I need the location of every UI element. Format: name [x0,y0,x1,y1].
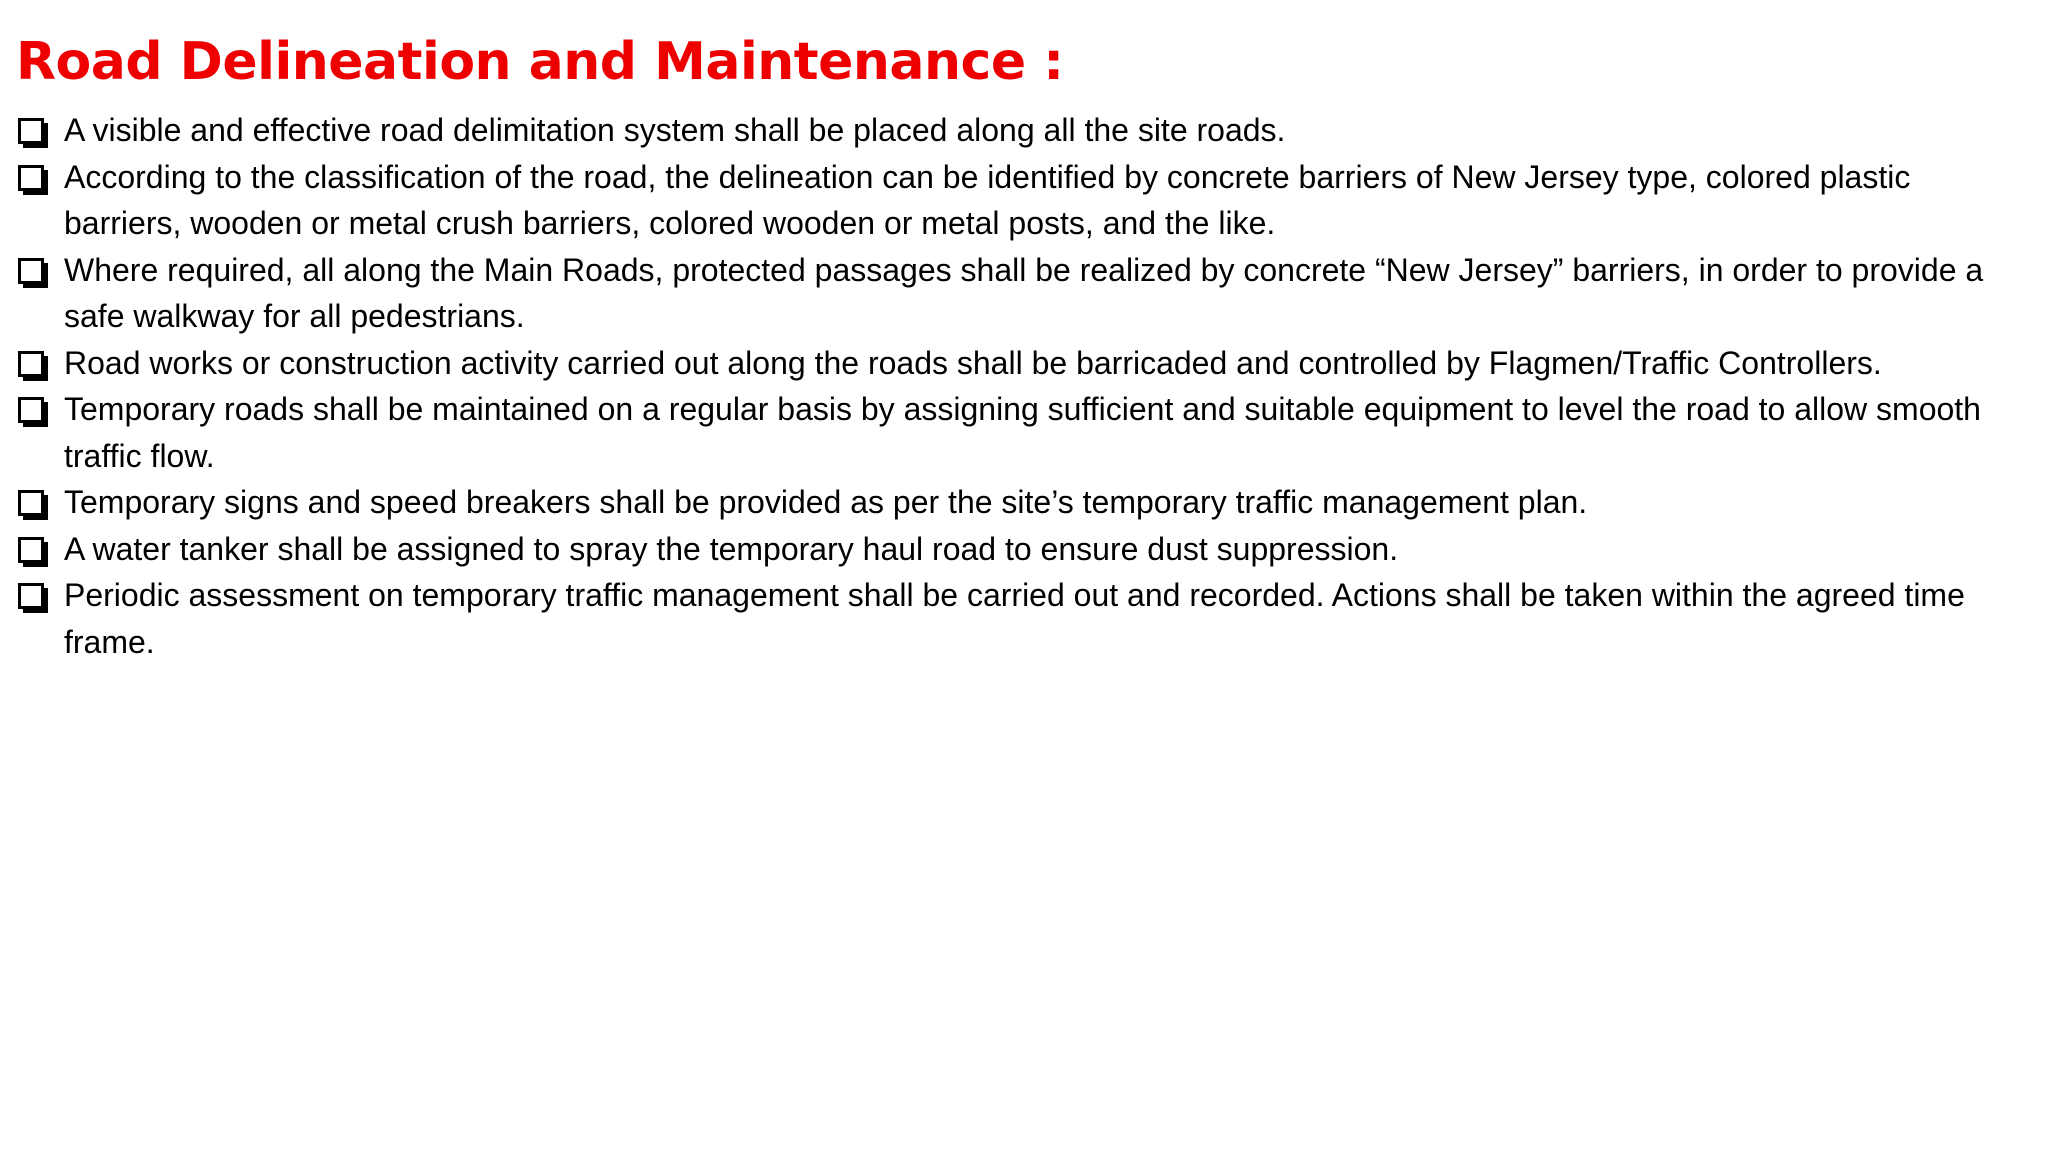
square-checkbox-icon [18,537,44,563]
square-checkbox-icon [18,583,44,609]
square-checkbox-icon [18,351,44,377]
square-checkbox-icon [18,397,44,423]
square-checkbox-icon [18,118,44,144]
bullet-item [16,572,2026,665]
bullet-list [16,107,2026,665]
bullet-item [16,154,2026,247]
bullet-text: Where required, all along the Main Roads, protected passages shall be realized by concrete “New Jersey” barriers, in order to provide a safe walkway for all pedestrians. [64,251,1984,334]
bullet-text: A visible and effective road delimitation system shall be placed along all the site roads. [64,112,1286,148]
page-title: Road Delineation and Maintenance : [16,32,1064,92]
bullet-text: Temporary signs and speed breakers shall be provided as per the site’s temporary traffic management plan. [64,484,1588,520]
bullet-item [16,340,2026,387]
bullet-item [16,247,2026,340]
square-checkbox-icon [18,258,44,284]
bullet-item [16,386,2026,479]
bullet-item [16,526,2026,573]
bullet-text: Periodic assessment on temporary traffic management shall be carried out and recorded. Actions shall be taken within the agreed time frame. [64,577,1965,660]
bullet-item [16,107,2026,154]
bullet-text: A water tanker shall be assigned to spray the temporary haul road to ensure dust suppression. [64,530,1399,567]
bullet-text: Road works or construction activity carried out along the roads shall be barricaded and controlled by Flagmen/Traffic Controllers. [64,344,1882,381]
square-checkbox-icon [18,165,44,191]
bullet-text: Temporary roads shall be maintained on a regular basis by assigning sufficient and suitable equipment to level the road to allow smooth traffic flow. [64,391,1981,474]
bullet-text: According to the classification of the road, the delineation can be identified by concrete barriers of New Jersey type, colored plastic barriers, wooden or metal crush barriers, colored wooden or metal posts, and the like. [64,158,1911,241]
square-checkbox-icon [18,490,44,516]
bullet-item [16,479,2026,526]
